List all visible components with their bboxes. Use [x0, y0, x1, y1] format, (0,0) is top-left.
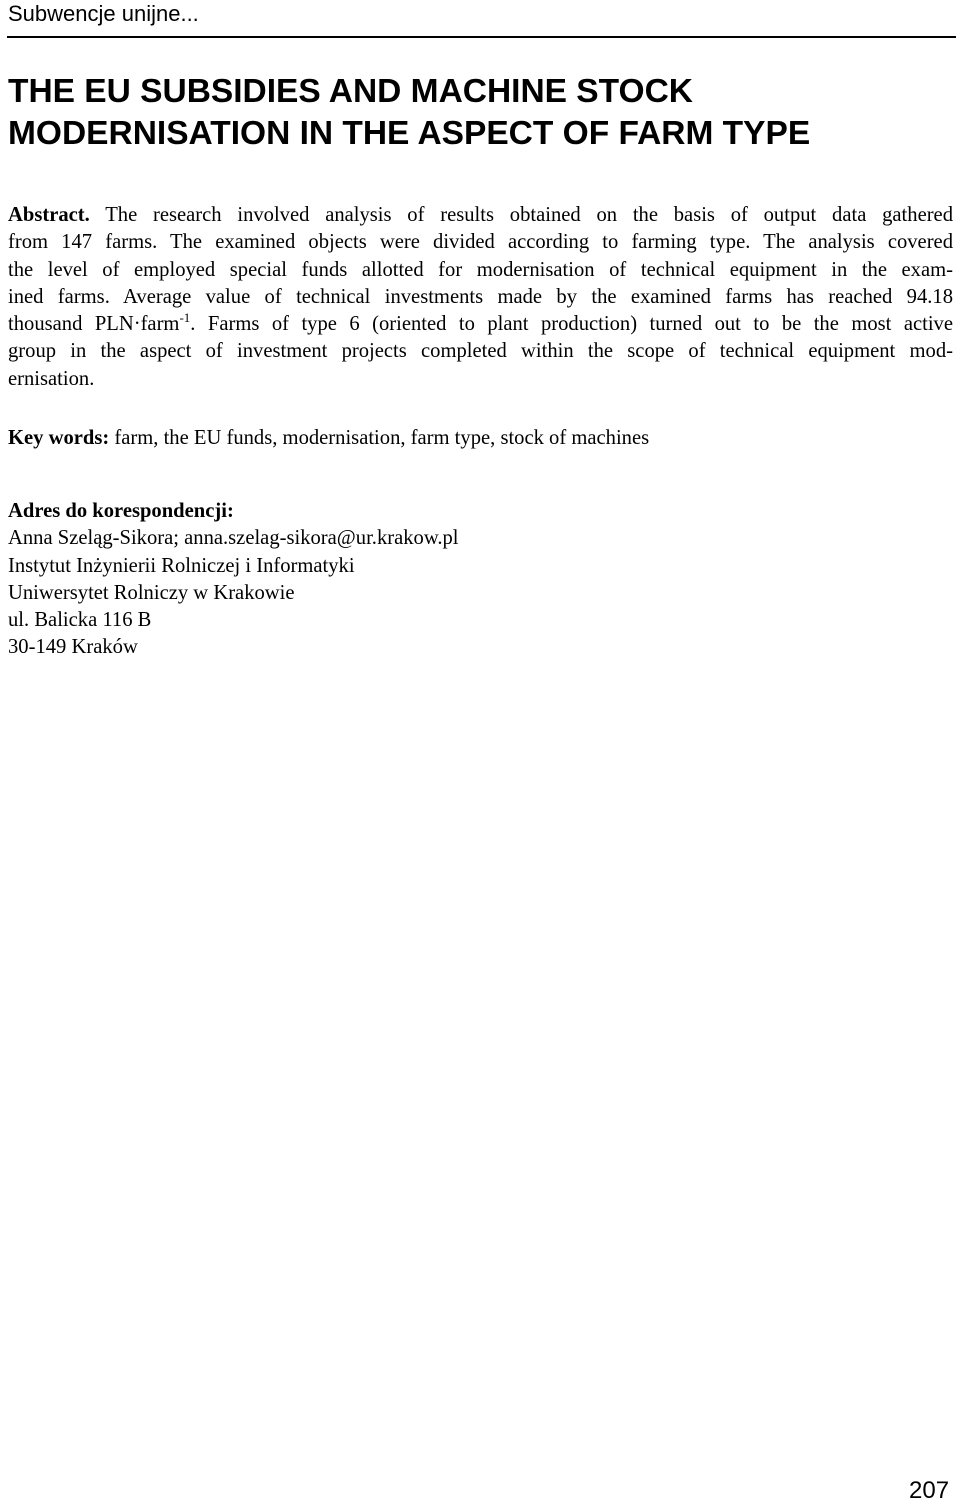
abstract — [8, 202, 953, 393]
running-head: Subwencje unijne... — [8, 1, 199, 26]
title-line-1: THE EU SUBSIDIES AND MACHINE STOCK — [8, 73, 693, 110]
keywords-label: Key words: — [8, 427, 110, 449]
keywords — [8, 425, 953, 452]
abstract-label: Abstract. — [8, 204, 90, 226]
abstract-line-3: the level of employed special funds allotted for modernisation of technical equipment in the exam- — [8, 258, 953, 281]
abstract-line-7: ernisation. — [8, 367, 95, 390]
abstract-line-2: from 147 farms. The examined objects were divided according to farming type. The analysis covered — [8, 231, 953, 254]
correspondence-line-2: Instytut Inżynierii Rolniczej i Informatyki — [8, 554, 355, 577]
correspondence-line-3: Uniwersytet Rolniczy w Krakowie — [8, 581, 295, 604]
paper-title — [8, 71, 953, 155]
abstract-line-6: group in the aspect of investment projects completed within the scope of technical equipment mod- — [8, 340, 953, 363]
abstract-text-5: . Farms of type 6 (oriented to plant production) turned out to be the most active — [190, 313, 953, 336]
title-line-2: MODERNISATION IN THE ASPECT OF FARM TYPE — [8, 115, 811, 152]
abstract-unit-exponent: -1 — [179, 310, 191, 326]
abstract-text-1: The research involved analysis of results obtained on the basis of output data gathered — [105, 204, 953, 226]
header-rule — [7, 36, 956, 38]
correspondence-line-4: ul. Balicka 116 B — [8, 609, 152, 632]
correspondence-address — [8, 498, 953, 662]
correspondence-line-5: 30-149 Kraków — [8, 636, 138, 659]
keywords-text: farm, the EU funds, modernisation, farm type, stock of machines — [114, 427, 650, 449]
abstract-line-4: ined farms. Average value of technical investments made by the examined farms has reached 94.18 — [8, 285, 953, 308]
correspondence-line-1: Anna Szeląg-Sikora; anna.szelag-sikora@ur.krakow.pl — [8, 527, 459, 550]
page-number: 207 — [909, 1477, 950, 1504]
abstract-unit: thousand PLN·farm — [8, 313, 180, 336]
correspondence-heading: Adres do korespondencji: — [8, 500, 234, 522]
abstract-line-5 — [8, 311, 953, 338]
abstract-line-1 — [8, 202, 953, 229]
